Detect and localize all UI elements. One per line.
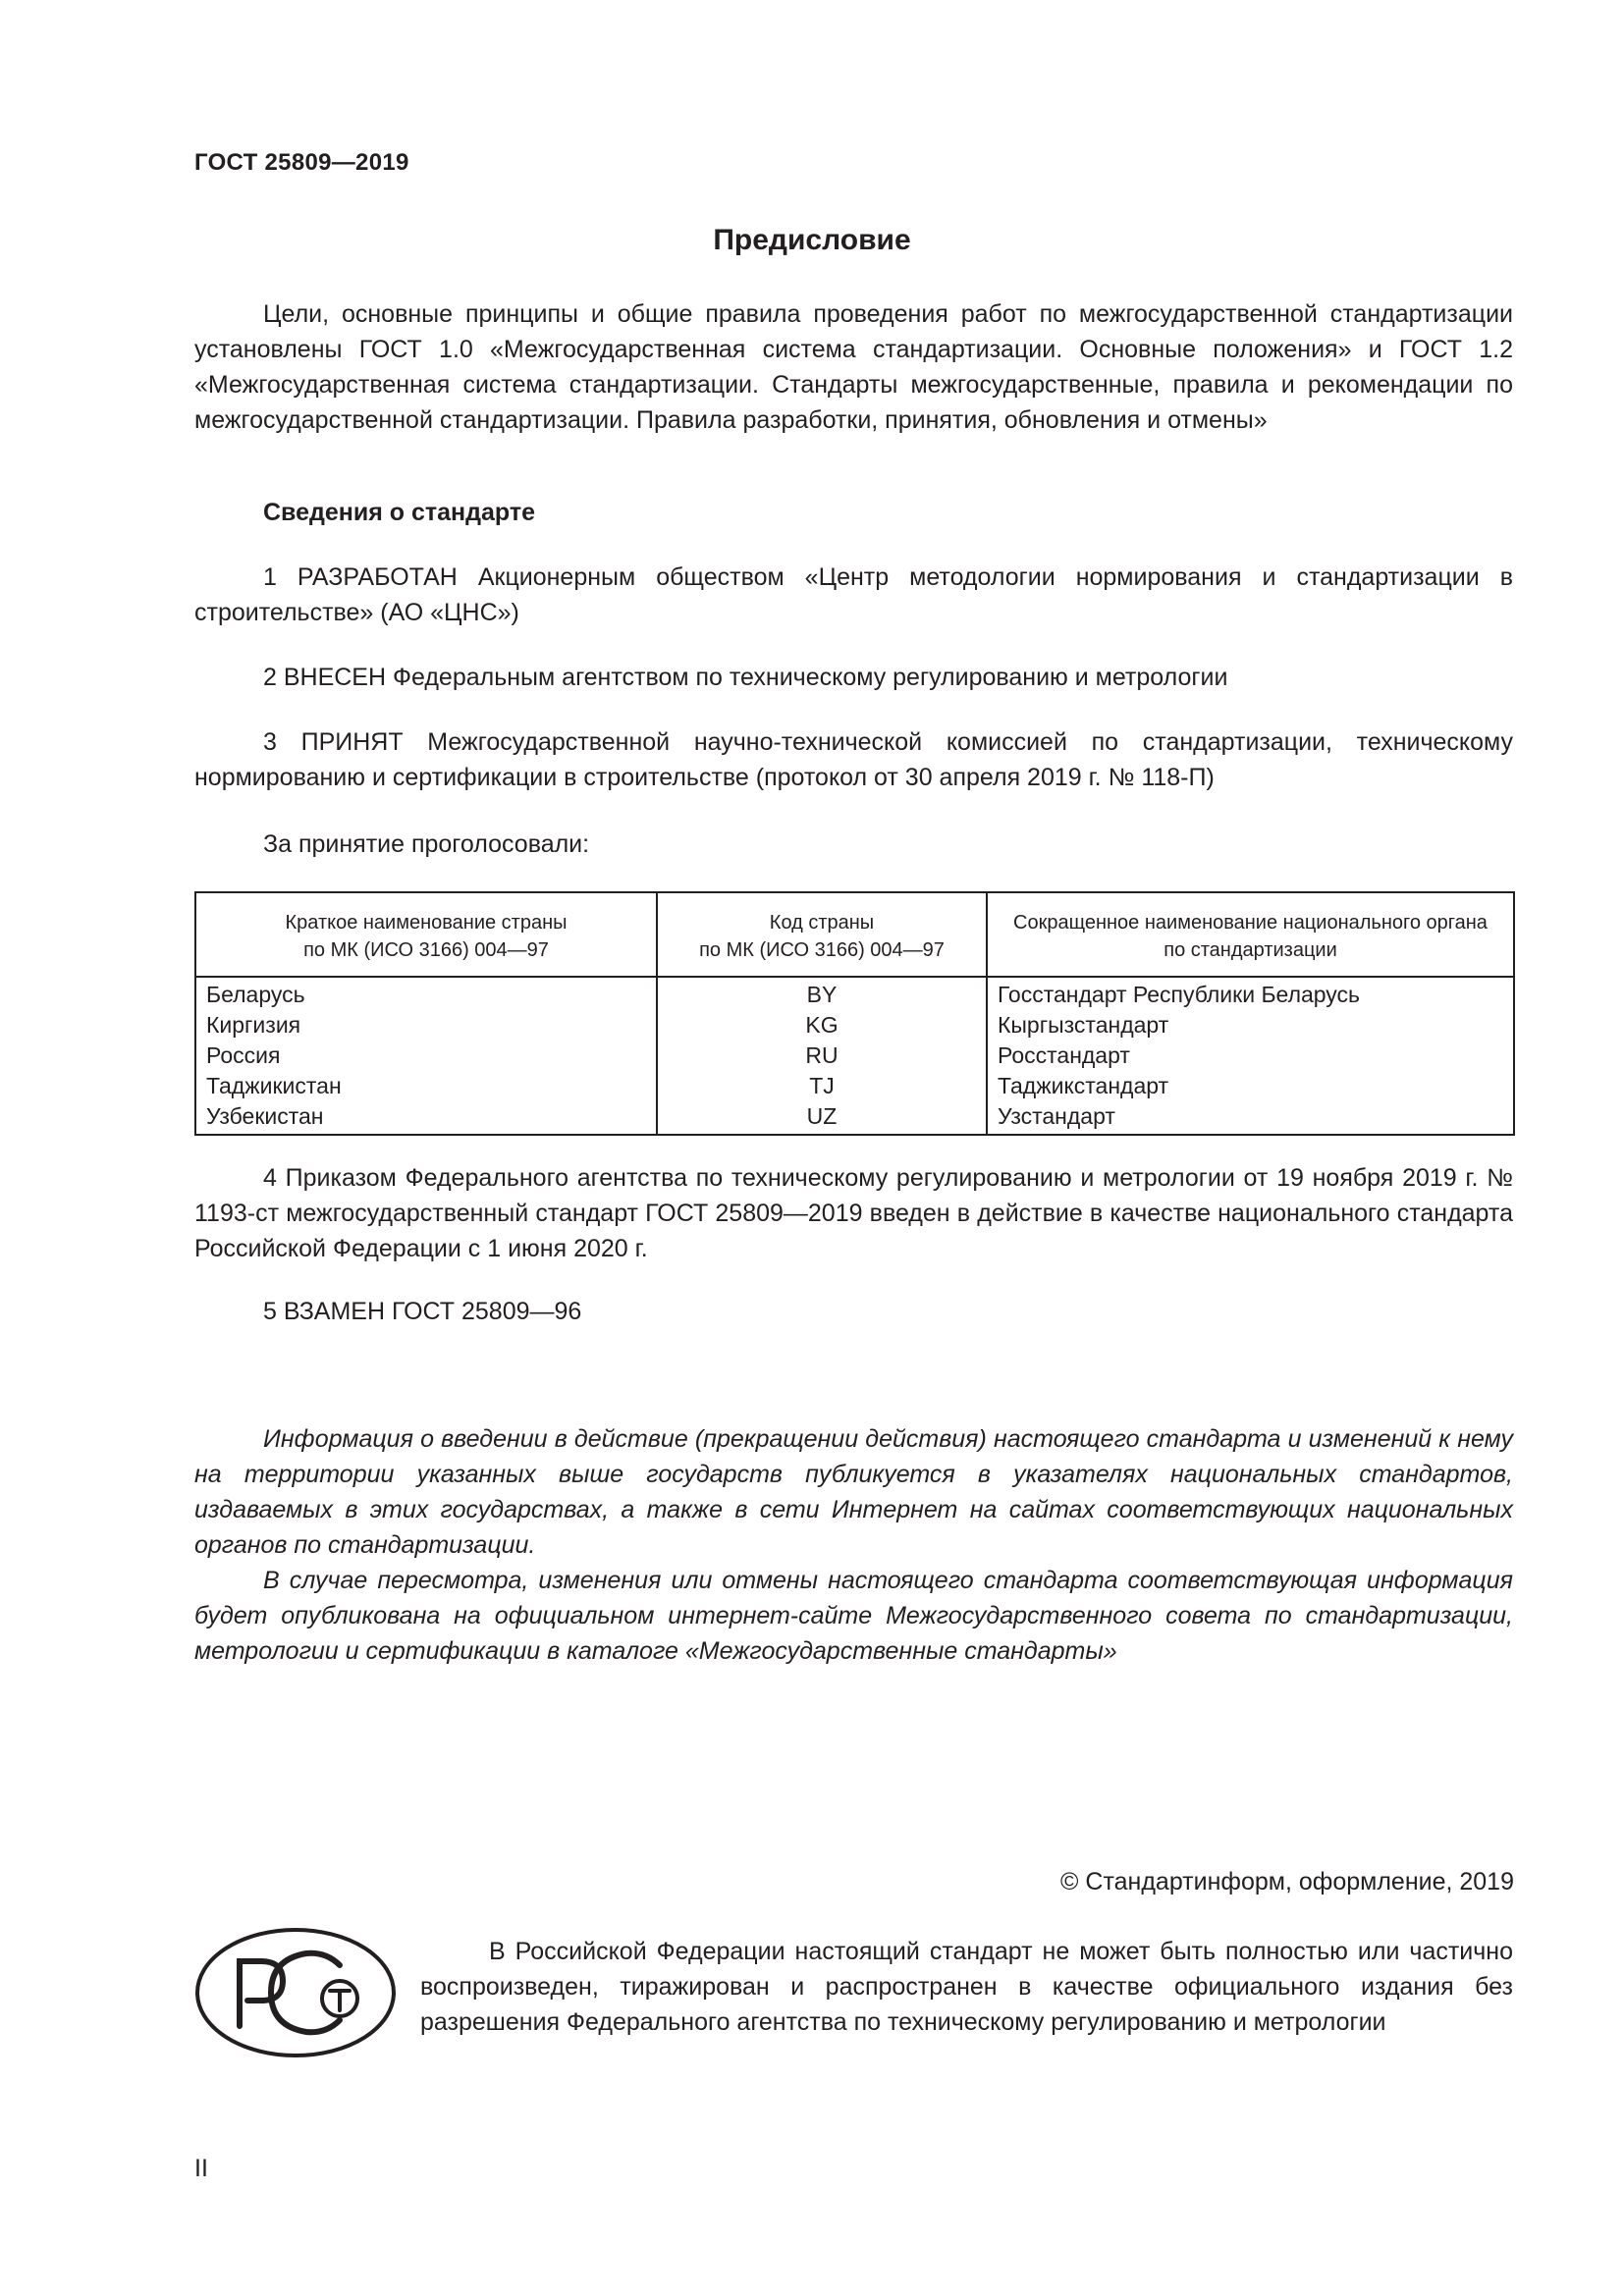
item-developed: 1 РАЗРАБОТАН Акционерным обществом «Центр методологии нормирования и стандартизации в строительстве» (АО «ЦНС»)	[194, 563, 1513, 626]
national-body: Узстандарт	[987, 1101, 1514, 1135]
national-body: Таджикстандарт	[987, 1071, 1514, 1101]
rst-logo-svg	[192, 1924, 399, 2061]
item-submitted: 2 ВНЕСЕН Федеральным агентством по техническому регулированию и метрологии	[263, 664, 1228, 691]
table-row	[195, 1101, 1514, 1135]
copyright-notice: © Стандартинформ, оформление, 2019	[1060, 1868, 1514, 1896]
country-code: BY	[657, 977, 987, 1010]
info-note: Информация о введении в действие (прекращении действия) настоящего стандарта и изменений к нему на территории указанных выше государств публикуется в указателях национальных стандартов, издаваемых в этих государствах, а также в сети Интернет на сайтах соответствующих национальных органов по стандартизации.	[194, 1425, 1513, 1559]
national-body: Кыргызстандарт	[987, 1010, 1514, 1041]
revision-note: В случае пересмотра, изменения или отмены настоящего стандарта соответствующая информация будет опубликована на официальном интернет-сайте Межгосударственного совета по стандартизации, метрологии и сертификации в каталоге «Межгосударственные стандарты»	[194, 1567, 1513, 1665]
country-code: UZ	[657, 1101, 987, 1135]
country-code: TJ	[657, 1071, 987, 1101]
country-code: KG	[657, 1010, 987, 1041]
country-code: RU	[657, 1041, 987, 1071]
national-body: Росстандарт	[987, 1041, 1514, 1071]
national-body: Госстандарт Республики Беларусь	[987, 977, 1514, 1010]
country-name: Узбекистан	[195, 1101, 657, 1135]
voting-table	[194, 891, 1515, 1136]
item-enacted: 4 Приказом Федерального агентства по техническому регулированию и метрологии от 19 ноября 2019 г. № 1193-ст межгосударственный стандарт ГОСТ 25809—2019 введен в действие в качестве национального стандарта Российской Федерации с 1 июня 2020 г.	[194, 1164, 1513, 1262]
legal-notice: В Российской Федерации настоящий стандарт не может быть полностью или частично воспроизведен, тиражирован и распространен в качестве официального издания без разрешения Федерального агентства по техническому регулированию и метрологии	[420, 1938, 1513, 2036]
item-replaces: 5 ВЗАМЕН ГОСТ 25809—96	[263, 1298, 582, 1325]
intro-paragraph: Цели, основные принципы и общие правила проведения работ по межгосударственной стандартизации установлены ГОСТ 1.0 «Межгосударственная система стандартизации. Основные положения» и ГОСТ 1.2 «Межгосударственная система стандартизации. Стандарты межгосударственные, правила и рекомендации по межгосударственной стандартизации. Правила разработки, принятия, обновления и отмены»	[194, 300, 1513, 434]
table-row	[195, 1010, 1514, 1041]
table-row	[195, 1071, 1514, 1101]
table-header-cell: Краткое наименование страны по МК (ИСО 3166) 004—97	[195, 892, 657, 977]
page-title: Предисловие	[713, 224, 911, 256]
country-name: Беларусь	[195, 977, 657, 1010]
country-name: Киргизия	[195, 1010, 657, 1041]
section-heading: Сведения о стандарте	[263, 499, 536, 526]
item-adopted: 3 ПРИНЯТ Межгосударственной научно-технической комиссией по стандартизации, техническому нормированию и сертификации в строительстве (протокол от 30 апреля 2019 г. № 118-П)	[194, 728, 1513, 791]
table-header-cell: Сокращенное наименование национального органа по стандартизации	[987, 892, 1514, 977]
rst-certification-mark-icon	[192, 1924, 399, 2066]
table-header-cell: Код страны по МК (ИСО 3166) 004—97	[657, 892, 987, 977]
table-row	[195, 977, 1514, 1010]
page-number: II	[194, 2155, 208, 2182]
voted-intro: За принятие проголосовали:	[263, 830, 590, 858]
table-row	[195, 1041, 1514, 1071]
country-name: Россия	[195, 1041, 657, 1071]
document-code: ГОСТ 25809—2019	[194, 149, 409, 176]
country-name: Таджикистан	[195, 1071, 657, 1101]
table-header-row	[195, 892, 1514, 977]
